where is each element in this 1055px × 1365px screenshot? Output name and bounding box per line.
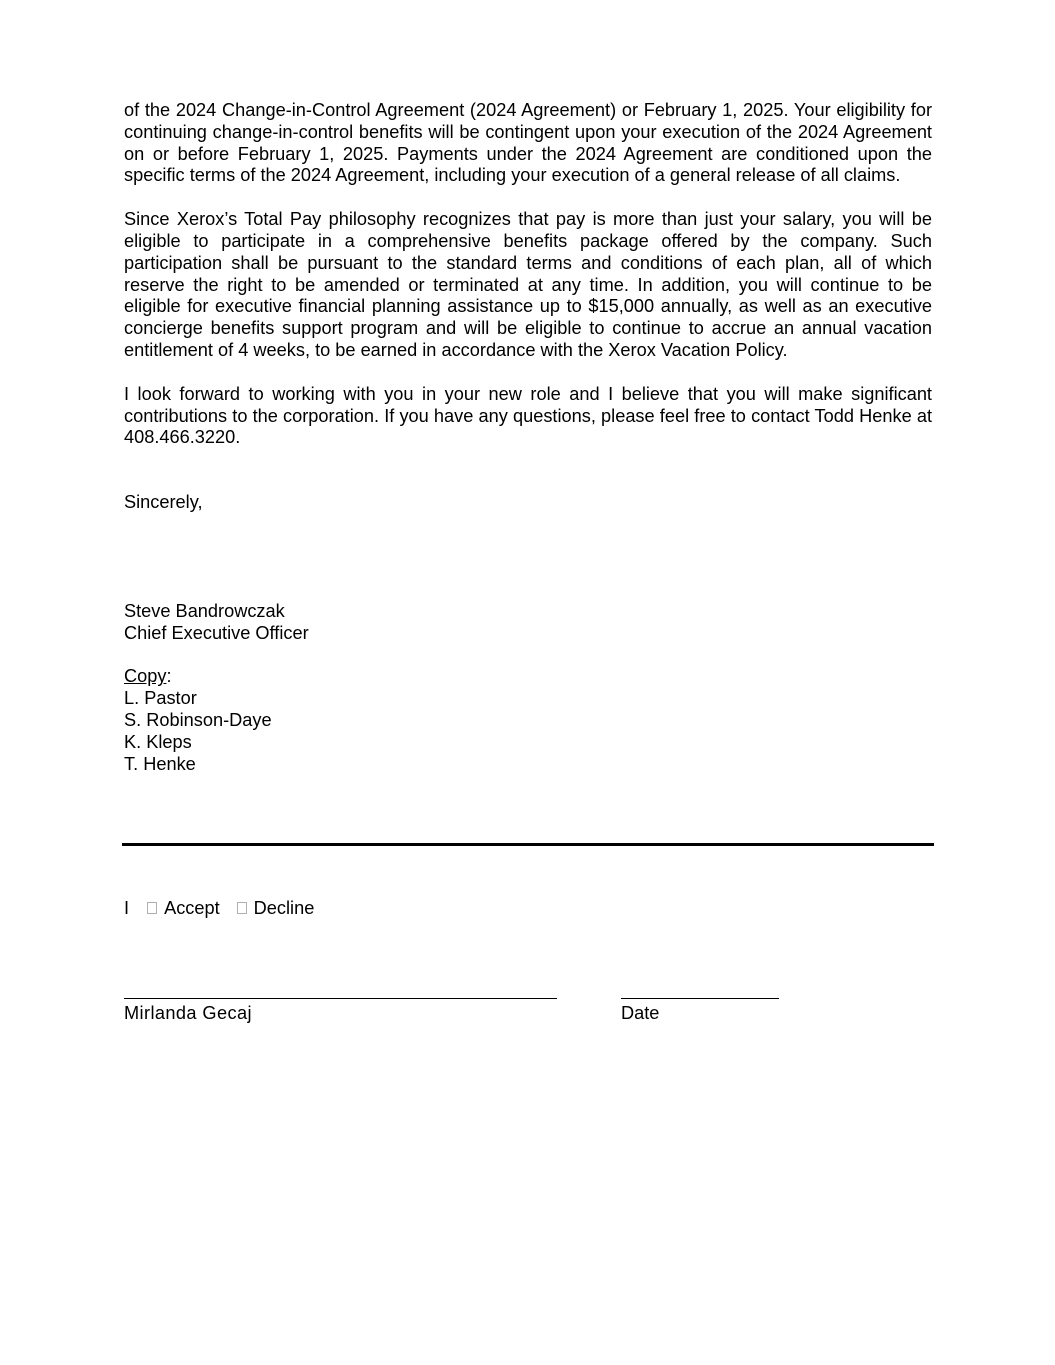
signer-title: Chief Executive Officer xyxy=(124,622,309,643)
acceptance-pronoun: I xyxy=(124,898,130,918)
signature-line xyxy=(124,998,557,999)
decline-label: Decline xyxy=(253,898,315,918)
paragraph-closing-remarks: I look forward to working with you in your new role and I believe that you will make significant contributions to the corporation. If you have any questions, please feel free to contact Todd Henke at 408.466.3220. xyxy=(124,383,932,448)
copy-recipient: T. Henke xyxy=(124,753,196,774)
copy-recipient: L. Pastor xyxy=(124,688,197,709)
accept-checkbox[interactable] xyxy=(147,902,157,914)
section-divider xyxy=(122,843,934,846)
salutation: Sincerely, xyxy=(124,492,203,513)
letter-body xyxy=(124,100,932,775)
copy-label: Copy xyxy=(124,666,167,687)
paragraph-change-in-control: of the 2024 Change-in-Control Agreement (2024 Agreement) or February 1, 2025. Your eligibility for continuing change-in-control benefits will be contingent upon your execution of the 2024 Agreement on or before February 1, 2025. Payments under the 2024 Agreement are conditioned upon the specific terms of the 2024 Agreement, including your execution of a general release of all claims. xyxy=(124,100,932,186)
date-line xyxy=(621,998,779,999)
copy-recipient: S. Robinson-Daye xyxy=(124,709,272,730)
signature-block xyxy=(124,601,932,645)
decline-checkbox[interactable] xyxy=(237,902,247,914)
employee-name: Mirlanda Gecaj xyxy=(124,1003,252,1023)
date-label: Date xyxy=(621,1003,660,1023)
copy-list xyxy=(124,666,932,775)
acceptance-choice xyxy=(124,897,314,919)
signer-name: Steve Bandrowczak xyxy=(124,600,285,621)
copy-recipient: K. Kleps xyxy=(124,731,192,752)
accept-option[interactable] xyxy=(147,897,220,919)
accept-label: Accept xyxy=(164,898,220,918)
copy-label-suffix: : xyxy=(166,666,172,687)
decline-option[interactable] xyxy=(237,897,315,919)
copy-heading xyxy=(124,666,932,688)
paragraph-benefits: Since Xerox’s Total Pay philosophy recognizes that pay is more than just your salary, you will be eligible to participate in a comprehensive benefits package offered by the company. Such participation shall be pursuant to the standard terms and conditions of each plan, all of which reserve the right to be amended or terminated at any time. In addition, you will continue to be eligible for executive financial planning assistance up to $15,000 annually, as well as an executive concierge benefits support program and will be eligible to continue to accrue an annual vacation entitlement of 4 weeks, to be earned in accordance with the Xerox Vacation Policy. xyxy=(124,209,932,360)
